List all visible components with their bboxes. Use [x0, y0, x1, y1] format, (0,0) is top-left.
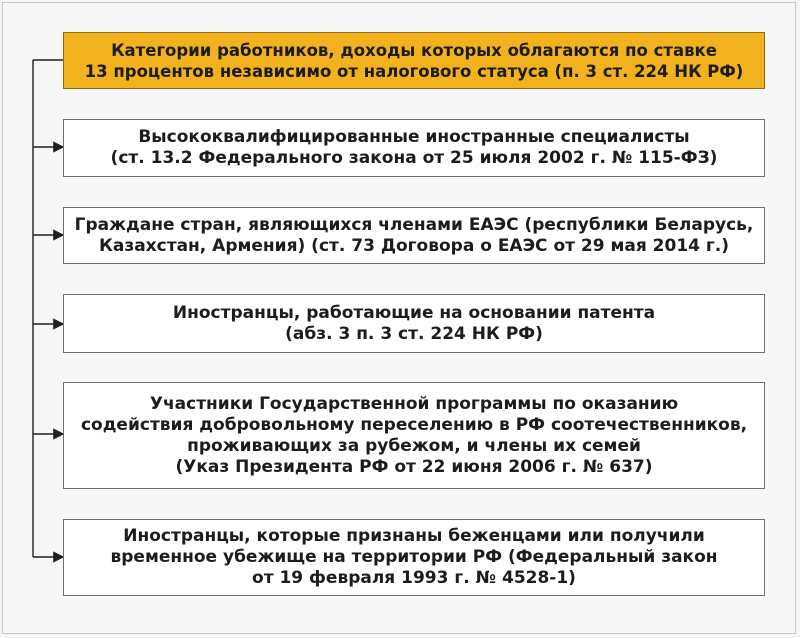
header-box: [63, 32, 765, 89]
category-2-line-2: Казахстан, Армения) (ст. 73 Договора о ЕАЭС от 29 мая 2014 г.): [98, 235, 730, 256]
category-1-line-2: (ст. 13.2 Федерального закона от 25 июля 2002 г. № 115-ФЗ): [110, 148, 718, 168]
header-line-1: Категории работников, доходы которых облагаются по ставке: [111, 40, 717, 60]
category-5-line-2: временное убежище на территории РФ (Федеральный закон: [110, 547, 718, 567]
category-3-line-1: Иностранцы, работающие на основании патента: [172, 302, 656, 323]
category-box-2: [63, 207, 765, 264]
category-4-line-1: Участники Государственной программы по оказанию: [149, 393, 679, 414]
category-5-line-1: Иностранцы, которые признаны беженцами или получили: [123, 526, 705, 546]
category-4-line-3: проживающих за рубежом, и члены их семей: [187, 435, 641, 456]
category-box-3: [63, 294, 765, 353]
header-line-2: 13 процентов независимо от налогового статуса (п. 3 ст. 224 НК РФ): [84, 61, 744, 81]
category-box-4: [63, 382, 765, 489]
category-3-line-2: (абз. 3 п. 3 ст. 224 НК РФ): [285, 323, 543, 344]
category-box-1: [63, 119, 765, 177]
category-4-line-4: (Указ Президента РФ от 22 июня 2006 г. № 637): [175, 456, 653, 477]
category-5-line-3: от 19 февраля 1993 г. № 4528-1): [252, 568, 576, 588]
category-4-line-2: содействия добровольному переселению в РФ соотечественников,: [80, 414, 748, 435]
category-1-line-1: Высококвалифицированные иностранные специалисты: [138, 127, 690, 147]
category-2-line-1: Граждане стран, являющихся членами ЕАЭС (республики Беларусь,: [74, 214, 754, 235]
category-box-5: [63, 519, 765, 596]
